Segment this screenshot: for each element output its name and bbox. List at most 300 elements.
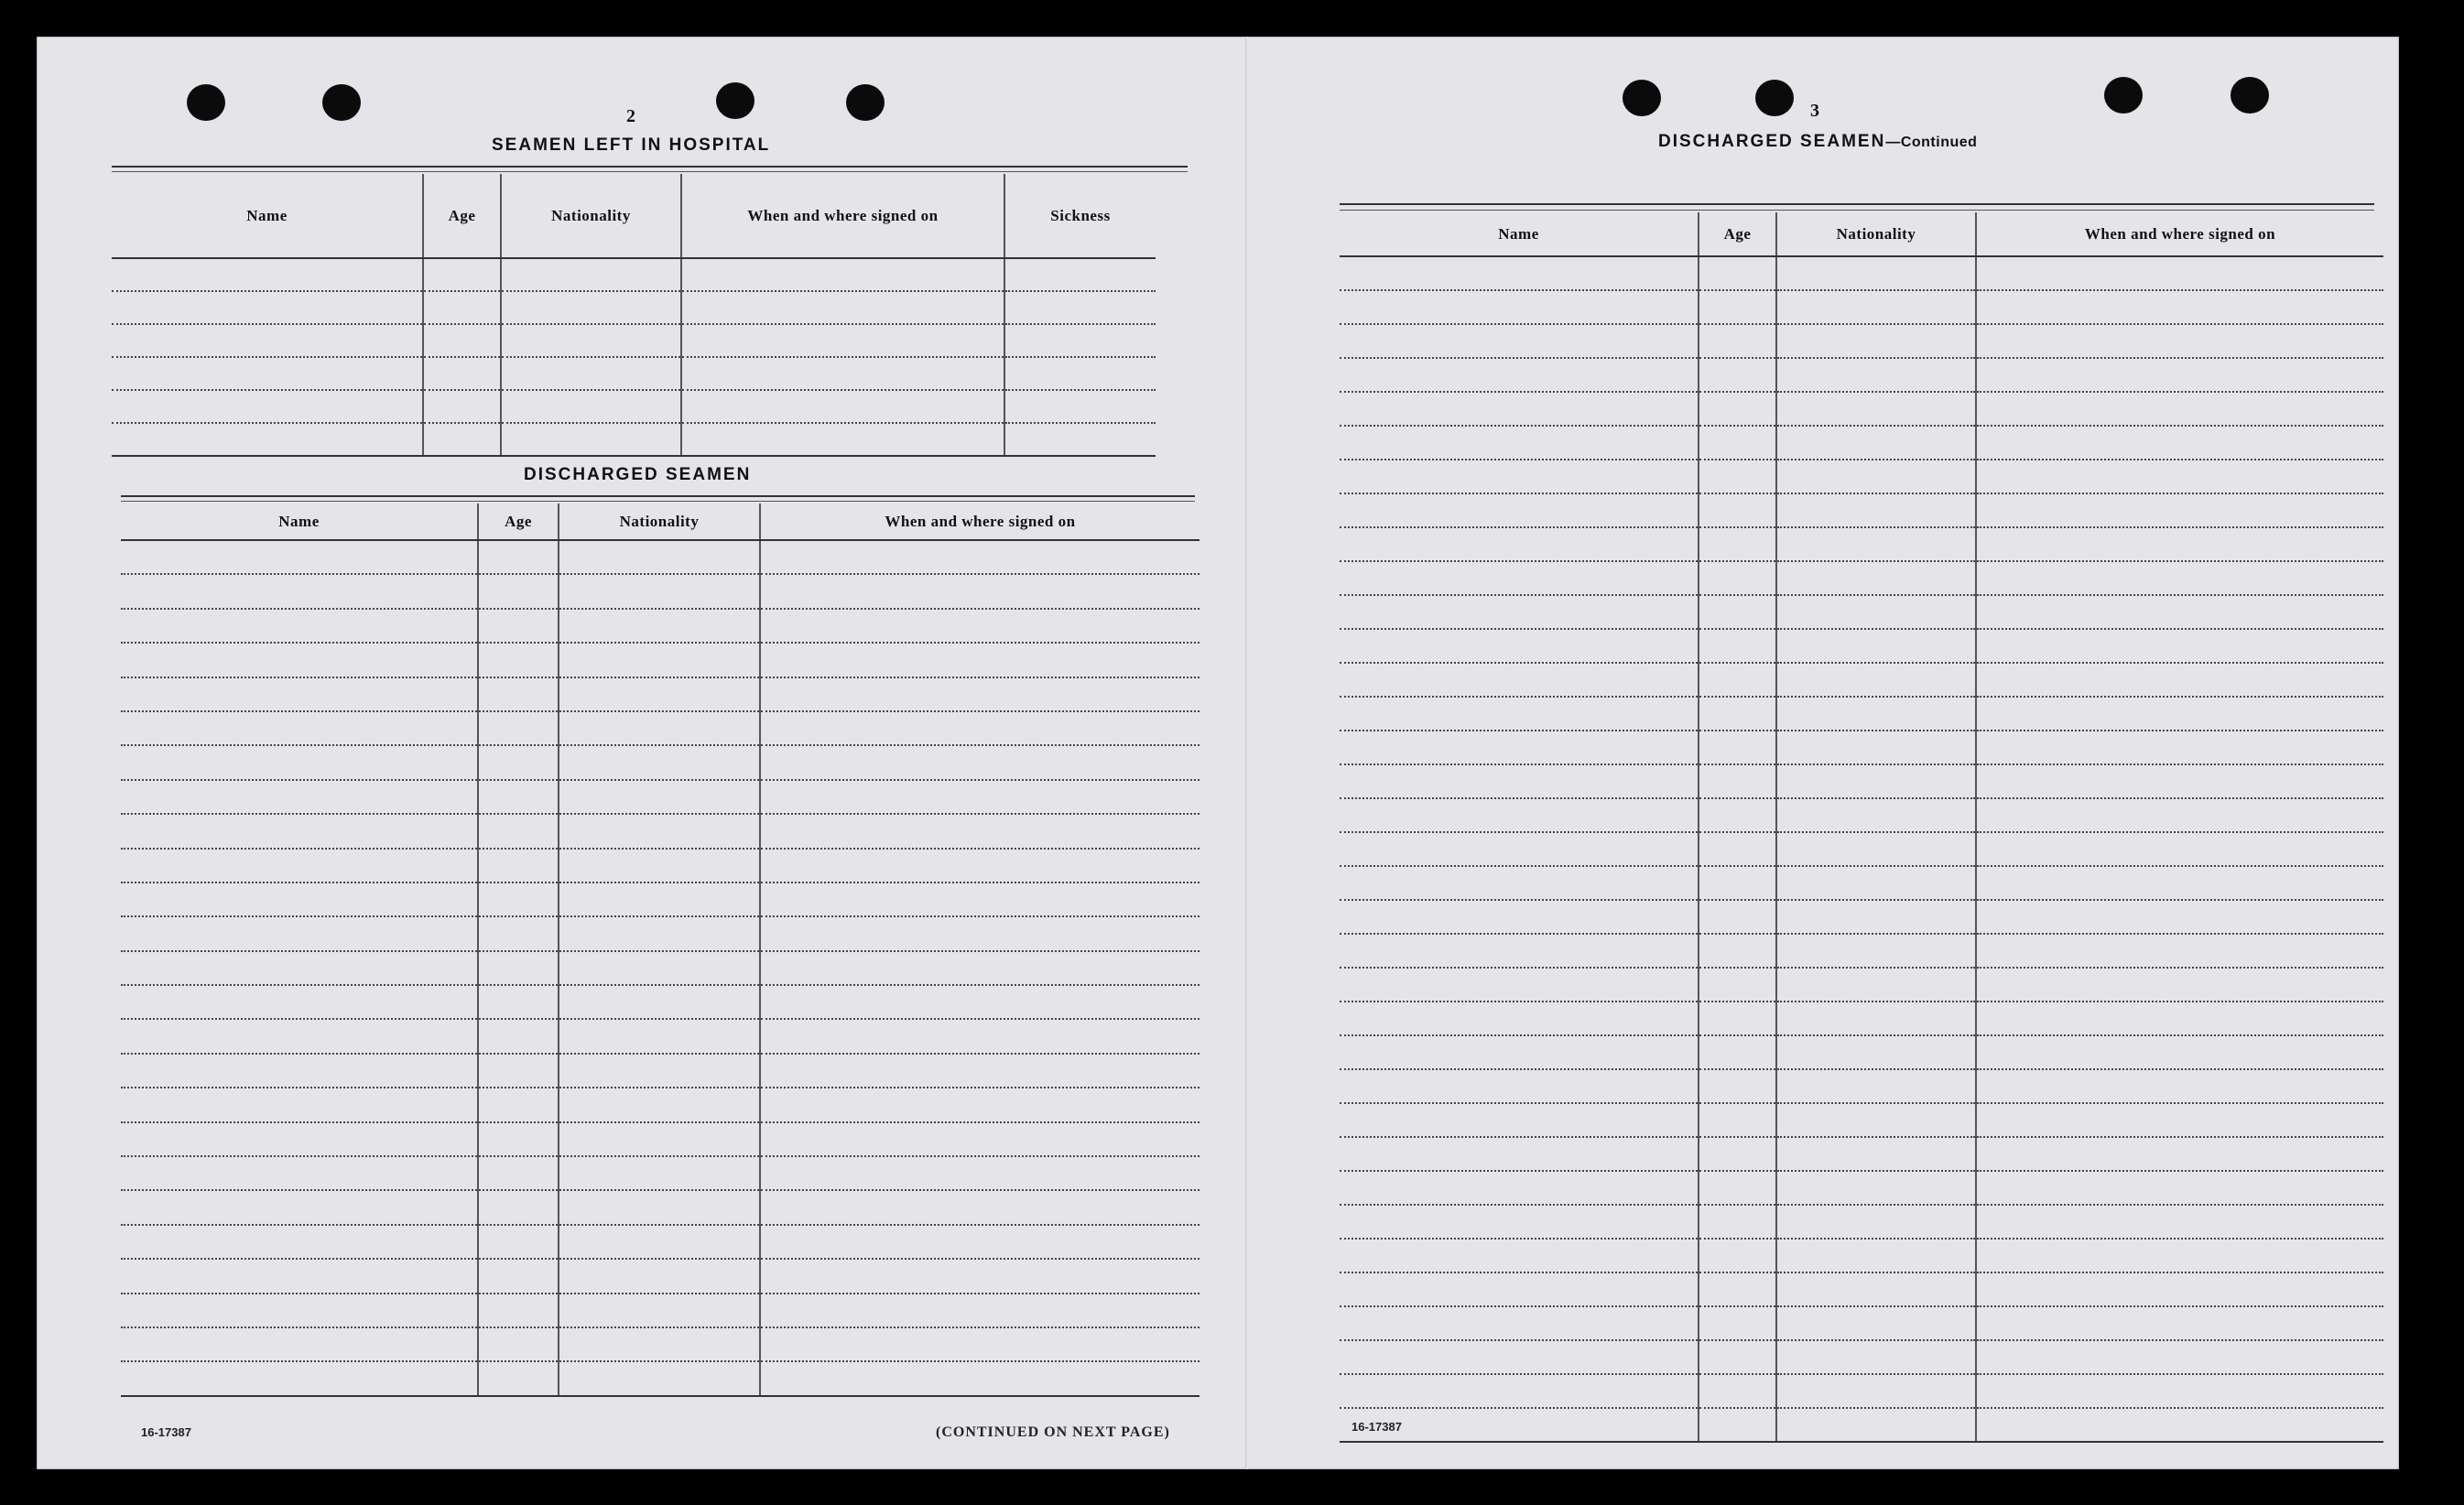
table-cell — [501, 324, 681, 357]
punch-hole — [2104, 77, 2143, 114]
table-row — [1340, 595, 2383, 629]
table-cell — [423, 291, 501, 324]
table-cell — [1340, 731, 1699, 764]
table-cell — [1699, 1205, 1776, 1239]
table-row — [1340, 1272, 2383, 1306]
punch-hole — [187, 84, 225, 121]
table-cell — [1004, 357, 1156, 390]
table-cell — [121, 1122, 478, 1156]
table-cell — [1976, 1069, 2383, 1103]
page-number: 3 — [1810, 101, 1819, 121]
column-header-name: Name — [1340, 212, 1699, 256]
table-row — [1340, 764, 2383, 798]
table-cell — [121, 849, 478, 882]
table-row — [112, 324, 1156, 357]
table-cell — [1699, 324, 1776, 358]
table-cell — [478, 1054, 559, 1088]
table-row — [121, 951, 1199, 985]
table-cell — [760, 711, 1199, 745]
table-cell — [760, 882, 1199, 916]
table-cell — [559, 849, 760, 882]
table-cell — [1976, 866, 2383, 900]
table-row — [1340, 832, 2383, 866]
table-cell — [760, 1294, 1199, 1327]
table-cell — [423, 390, 501, 423]
table-cell — [1776, 968, 1976, 1002]
table-row — [1340, 866, 2383, 900]
table-cell — [1004, 258, 1156, 291]
table-row — [1340, 561, 2383, 595]
table-cell — [1976, 731, 2383, 764]
column-header-signed-on: When and where signed on — [1976, 212, 2383, 256]
title-rule — [121, 501, 1195, 502]
table-cell — [478, 882, 559, 916]
table-cell — [760, 1361, 1199, 1395]
table-cell — [1776, 934, 1976, 968]
table-cell — [1976, 1272, 2383, 1306]
table-cell — [760, 1122, 1199, 1156]
table-row — [1340, 256, 2383, 290]
table-cell — [478, 643, 559, 677]
table-cell — [1340, 1340, 1699, 1374]
table-row — [121, 985, 1199, 1019]
table-row — [1340, 1171, 2383, 1205]
table-cell — [1976, 1239, 2383, 1272]
table-cell — [1699, 392, 1776, 426]
table-cell — [1976, 1035, 2383, 1069]
table-cell — [1776, 1205, 1976, 1239]
table-cell — [760, 609, 1199, 643]
table-cell — [559, 643, 760, 677]
table-cell — [1776, 1374, 1976, 1408]
table-cell — [1776, 493, 1976, 527]
table-cell — [559, 916, 760, 950]
table-cell — [760, 985, 1199, 1019]
discharged-continued-table — [1340, 212, 2383, 1443]
table-cell — [1776, 290, 1976, 324]
table-cell — [1699, 1171, 1776, 1205]
table-cell — [1340, 764, 1699, 798]
table-cell — [1776, 1002, 1976, 1035]
table-cell — [1776, 1340, 1976, 1374]
table-cell — [559, 540, 760, 574]
table-row — [1340, 1408, 2383, 1442]
hospital-section-title: SEAMEN LEFT IN HOSPITAL — [492, 135, 771, 155]
table-row — [112, 423, 1156, 456]
discharged-continued-title — [1658, 132, 1977, 152]
table-cell — [1976, 392, 2383, 426]
table-cell — [1776, 1408, 1976, 1442]
table-cell — [1699, 900, 1776, 934]
table-cell — [121, 677, 478, 711]
document-sheet — [37, 37, 2399, 1469]
table-cell — [112, 324, 423, 357]
table-cell — [121, 814, 478, 848]
table-row — [1340, 1340, 2383, 1374]
column-header-name: Name — [112, 174, 423, 258]
table-row — [121, 814, 1199, 848]
table-row — [1340, 1035, 2383, 1069]
table-cell — [1699, 1272, 1776, 1306]
table-cell — [478, 574, 559, 608]
table-cell — [1776, 629, 1976, 663]
table-cell — [1776, 798, 1976, 832]
table-cell — [1340, 1205, 1699, 1239]
table-row — [1340, 290, 2383, 324]
table-cell — [559, 1156, 760, 1190]
table-cell — [478, 711, 559, 745]
table-cell — [681, 390, 1004, 423]
table-row — [1340, 1103, 2383, 1137]
table-cell — [1976, 1002, 2383, 1035]
table-cell — [1776, 764, 1976, 798]
table-cell — [112, 390, 423, 423]
table-cell — [121, 1294, 478, 1327]
title-rule — [112, 171, 1188, 172]
table-cell — [478, 849, 559, 882]
table-cell — [1699, 1340, 1776, 1374]
table-row — [121, 849, 1199, 882]
table-cell — [559, 780, 760, 814]
table-cell — [501, 258, 681, 291]
column-header-age: Age — [478, 503, 559, 540]
table-cell — [1776, 1171, 1976, 1205]
table-cell — [478, 814, 559, 848]
table-cell — [478, 916, 559, 950]
table-cell — [121, 643, 478, 677]
table-row — [121, 677, 1199, 711]
table-cell — [559, 1225, 760, 1259]
table-cell — [1776, 256, 1976, 290]
table-cell — [760, 1019, 1199, 1053]
table-cell — [681, 258, 1004, 291]
table-row — [121, 1156, 1199, 1190]
table-cell — [1699, 866, 1776, 900]
punch-hole — [1623, 80, 1661, 116]
table-row — [121, 916, 1199, 950]
table-cell — [1776, 1239, 1976, 1272]
table-cell — [1976, 426, 2383, 460]
table-row — [1340, 629, 2383, 663]
punch-hole — [2231, 77, 2269, 114]
punch-hole — [716, 82, 754, 119]
table-cell — [478, 1122, 559, 1156]
table-row — [121, 711, 1199, 745]
table-cell — [121, 985, 478, 1019]
table-cell — [760, 1156, 1199, 1190]
table-row — [1340, 1069, 2383, 1103]
table-row — [112, 357, 1156, 390]
table-cell — [681, 357, 1004, 390]
table-cell — [423, 258, 501, 291]
table-cell — [423, 324, 501, 357]
table-cell — [1004, 324, 1156, 357]
table-cell — [1699, 1069, 1776, 1103]
column-header-nationality: Nationality — [501, 174, 681, 258]
table-cell — [559, 1259, 760, 1293]
table-cell — [1340, 1069, 1699, 1103]
table-cell — [1699, 934, 1776, 968]
table-cell — [559, 574, 760, 608]
table-cell — [1976, 1408, 2383, 1442]
table-cell — [423, 423, 501, 456]
table-cell — [681, 324, 1004, 357]
table-cell — [1976, 1205, 2383, 1239]
table-row — [1340, 1002, 2383, 1035]
table-cell — [1699, 1374, 1776, 1408]
table-cell — [559, 1361, 760, 1395]
punch-hole — [846, 84, 885, 121]
table-cell — [1340, 866, 1699, 900]
table-cell — [1340, 1239, 1699, 1272]
table-cell — [1976, 968, 2383, 1002]
table-cell — [760, 814, 1199, 848]
table-cell — [1699, 1239, 1776, 1272]
table-cell — [1340, 1103, 1699, 1137]
table-cell — [1699, 595, 1776, 629]
table-cell — [1776, 358, 1976, 392]
discharged-section-title: DISCHARGED SEAMEN — [524, 465, 752, 484]
table-row — [1340, 697, 2383, 731]
table-row — [121, 1122, 1199, 1156]
table-row — [1340, 663, 2383, 697]
table-cell — [121, 916, 478, 950]
table-row — [1340, 731, 2383, 764]
table-cell — [112, 291, 423, 324]
table-cell — [1776, 1069, 1976, 1103]
table-cell — [559, 711, 760, 745]
table-row — [121, 1190, 1199, 1224]
table-cell — [1776, 663, 1976, 697]
table-cell — [760, 1225, 1199, 1259]
table-cell — [1340, 1002, 1699, 1035]
table-row — [121, 609, 1199, 643]
table-cell — [1976, 1171, 2383, 1205]
table-cell — [121, 1361, 478, 1395]
table-cell — [1699, 697, 1776, 731]
table-cell — [1776, 392, 1976, 426]
table-row — [112, 258, 1156, 291]
table-cell — [1340, 493, 1699, 527]
column-header-nationality: Nationality — [559, 503, 760, 540]
table-cell — [1699, 358, 1776, 392]
table-cell — [559, 1019, 760, 1053]
table-cell — [1340, 1035, 1699, 1069]
table-cell — [1776, 832, 1976, 866]
table-cell — [1776, 426, 1976, 460]
table-row — [1340, 392, 2383, 426]
table-cell — [760, 1327, 1199, 1361]
table-row — [1340, 493, 2383, 527]
table-cell — [1340, 1306, 1699, 1340]
table-cell — [478, 1156, 559, 1190]
table-cell — [1340, 256, 1699, 290]
table-cell — [112, 357, 423, 390]
table-cell — [1699, 460, 1776, 493]
table-cell — [559, 1327, 760, 1361]
table-cell — [1004, 390, 1156, 423]
discharged-table — [121, 503, 1199, 1397]
table-cell — [121, 780, 478, 814]
table-cell — [760, 745, 1199, 779]
table-cell — [1340, 968, 1699, 1002]
table-cell — [760, 1259, 1199, 1293]
table-cell — [1776, 731, 1976, 764]
continued-note: (CONTINUED ON NEXT PAGE) — [936, 1424, 1170, 1440]
table-cell — [121, 1259, 478, 1293]
title-suffix: —Continued — [1885, 135, 1978, 150]
table-cell — [121, 1225, 478, 1259]
table-cell — [1976, 832, 2383, 866]
table-cell — [1699, 731, 1776, 764]
table-cell — [760, 780, 1199, 814]
table-cell — [121, 574, 478, 608]
table-cell — [1340, 290, 1699, 324]
table-row — [112, 291, 1156, 324]
table-cell — [1776, 1103, 1976, 1137]
table-cell — [1976, 527, 2383, 561]
table-cell — [760, 849, 1199, 882]
table-row — [112, 390, 1156, 423]
table-row — [121, 574, 1199, 608]
table-cell — [1776, 324, 1976, 358]
column-header-nationality: Nationality — [1776, 212, 1976, 256]
table-row — [121, 745, 1199, 779]
table-row — [121, 1088, 1199, 1121]
table-row — [1340, 1137, 2383, 1171]
table-row — [1340, 900, 2383, 934]
table-cell — [1699, 493, 1776, 527]
table-cell — [559, 985, 760, 1019]
table-cell — [1004, 423, 1156, 456]
punch-hole — [1755, 80, 1794, 116]
table-cell — [1340, 934, 1699, 968]
table-row — [121, 643, 1199, 677]
table-row — [121, 1259, 1199, 1293]
table-cell — [1340, 663, 1699, 697]
table-cell — [1976, 1374, 2383, 1408]
table-cell — [559, 745, 760, 779]
table-cell — [1976, 290, 2383, 324]
table-cell — [121, 1327, 478, 1361]
table-cell — [1776, 1137, 1976, 1171]
table-cell — [559, 1294, 760, 1327]
table-row — [1340, 968, 2383, 1002]
table-cell — [121, 1088, 478, 1121]
table-cell — [1976, 697, 2383, 731]
left-page — [37, 37, 1245, 1469]
table-cell — [1699, 663, 1776, 697]
table-cell — [760, 916, 1199, 950]
table-cell — [1340, 832, 1699, 866]
table-cell — [478, 1190, 559, 1224]
table-cell — [1699, 764, 1776, 798]
column-header-signed-on: When and where signed on — [681, 174, 1004, 258]
table-cell — [559, 609, 760, 643]
table-cell — [478, 1088, 559, 1121]
table-cell — [559, 951, 760, 985]
table-cell — [559, 882, 760, 916]
table-cell — [1699, 1306, 1776, 1340]
title-main: DISCHARGED SEAMEN — [1658, 132, 1886, 151]
right-page — [1245, 37, 2399, 1469]
table-cell — [559, 1122, 760, 1156]
table-cell — [121, 1156, 478, 1190]
table-cell — [121, 882, 478, 916]
table-cell — [121, 540, 478, 574]
table-row — [1340, 934, 2383, 968]
table-cell — [1976, 493, 2383, 527]
table-cell — [478, 1361, 559, 1395]
table-cell — [121, 711, 478, 745]
table-cell — [1699, 968, 1776, 1002]
table-row — [121, 1225, 1199, 1259]
table-row — [1340, 1205, 2383, 1239]
table-row — [1340, 1239, 2383, 1272]
table-cell — [478, 677, 559, 711]
table-cell — [121, 1054, 478, 1088]
page-number: 2 — [626, 106, 635, 126]
table-cell — [681, 423, 1004, 456]
table-cell — [1976, 1340, 2383, 1374]
table-cell — [1699, 1035, 1776, 1069]
table-cell — [559, 814, 760, 848]
column-header-age: Age — [1699, 212, 1776, 256]
table-cell — [501, 291, 681, 324]
table-cell — [1976, 595, 2383, 629]
table-cell — [681, 291, 1004, 324]
table-cell — [1976, 629, 2383, 663]
title-rule — [1340, 203, 2374, 205]
table-cell — [121, 1019, 478, 1053]
column-header-age: Age — [423, 174, 501, 258]
table-row — [121, 1019, 1199, 1053]
table-row — [1340, 426, 2383, 460]
form-number: 16-17387 — [1351, 1420, 1402, 1434]
table-cell — [1699, 1408, 1776, 1442]
table-cell — [760, 1054, 1199, 1088]
table-row — [1340, 1374, 2383, 1408]
table-cell — [1340, 900, 1699, 934]
table-cell — [478, 780, 559, 814]
table-cell — [1976, 663, 2383, 697]
table-cell — [760, 951, 1199, 985]
table-row — [121, 1361, 1199, 1395]
table-cell — [478, 745, 559, 779]
hospital-table — [112, 174, 1156, 457]
form-number: 16-17387 — [141, 1425, 191, 1439]
table-cell — [1340, 324, 1699, 358]
table-cell — [478, 985, 559, 1019]
table-cell — [1976, 324, 2383, 358]
title-rule — [1340, 210, 2374, 211]
table-row — [121, 1327, 1199, 1361]
table-cell — [1776, 697, 1976, 731]
table-cell — [501, 357, 681, 390]
table-cell — [1976, 764, 2383, 798]
table-cell — [559, 1088, 760, 1121]
table-cell — [1776, 866, 1976, 900]
table-cell — [112, 423, 423, 456]
table-row — [1340, 358, 2383, 392]
table-cell — [1699, 798, 1776, 832]
table-cell — [1340, 1171, 1699, 1205]
table-row — [1340, 1306, 2383, 1340]
table-cell — [1340, 460, 1699, 493]
table-cell — [1776, 900, 1976, 934]
table-cell — [760, 643, 1199, 677]
table-cell — [559, 1054, 760, 1088]
